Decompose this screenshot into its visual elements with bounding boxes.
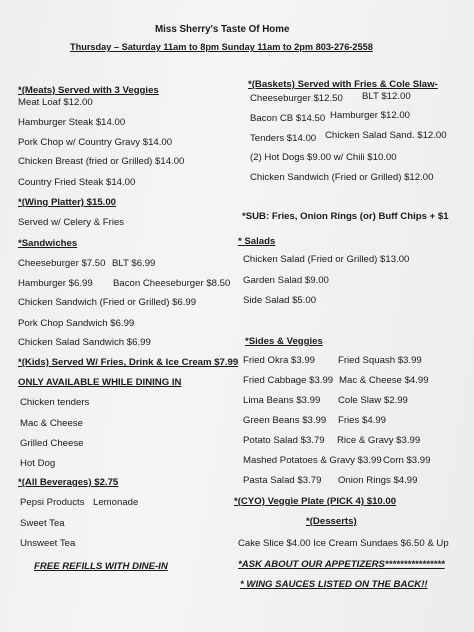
- meats-header: *(Meats) Served with 3 Veggies: [18, 85, 159, 96]
- menu-item: Fried Cabbage $3.99: [243, 375, 334, 386]
- menu-item: Mashed Potatoes & Gravy $3.99: [243, 455, 382, 466]
- appetizers-note: *ASK ABOUT OUR APPETIZERS****************: [238, 559, 445, 570]
- menu-item: Fried Okra $3.99: [243, 355, 315, 366]
- menu-item: (2) Hot Dogs $9.00 w/ Chili $10.00: [250, 152, 397, 163]
- kids-dine-in-note: ONLY AVAILABLE WHILE DINING IN: [18, 377, 182, 388]
- menu-item: Pork Chop Sandwich $6.99: [18, 318, 135, 329]
- menu-item: Chicken Salad (Fried or Grilled) $13.00: [243, 254, 410, 265]
- menu-item: Unsweet Tea: [20, 538, 76, 549]
- menu-item: Pepsi Products: [20, 497, 85, 508]
- menu-item: Chicken Sandwich (Fried or Grilled) $12.00: [250, 172, 434, 183]
- menu-item: Onion Rings $4.99: [338, 475, 418, 486]
- menu-item: Hamburger $12.00: [330, 110, 410, 121]
- menu-item: Bacon CB $14.50: [250, 113, 326, 124]
- menu-item: Sweet Tea: [20, 518, 65, 529]
- menu-item: Cheeseburger $12.50: [250, 93, 343, 104]
- kids-header: *(Kids) Served W/ Fries, Drink & Ice Cream $7.99: [18, 357, 239, 368]
- menu-item: Rice & Gravy $3.99: [337, 435, 421, 446]
- menu-item: Potato Salad $3.79: [243, 435, 325, 446]
- menu-item: Tenders $14.00: [250, 133, 317, 144]
- menu-item: Chicken Breast (fried or Grilled) $14.00: [18, 156, 185, 167]
- menu-item: Hamburger Steak $14.00: [18, 117, 126, 128]
- menu-item: Meat Loaf $12.00: [18, 97, 93, 108]
- menu-item: Mac & Cheese: [20, 418, 83, 429]
- desserts-items: Cake Slice $4.00 Ice Cream Sundaes $6.50 & Up: [238, 538, 449, 549]
- menu-item: Country Fried Steak $14.00: [18, 177, 136, 188]
- menu-item: BLT $12.00: [362, 91, 411, 102]
- menu-item: Grilled Cheese: [20, 438, 84, 449]
- wing-platter-header: *(Wing Platter) $15.00: [18, 197, 117, 208]
- menu-item: Cheeseburger $7.50: [18, 258, 106, 269]
- hours-and-phone: Thursday – Saturday 11am to 8pm Sunday 11am to 2pm 803-276-2558: [70, 42, 373, 52]
- sides-header: *Sides & Veggies: [245, 336, 323, 347]
- restaurant-name: Miss Sherry's Taste Of Home: [155, 24, 290, 35]
- menu-item: Bacon Cheeseburger $8.50: [113, 278, 231, 289]
- desserts-header: *(Desserts): [306, 516, 357, 527]
- menu-item: Fried Squash $3.99: [338, 355, 422, 366]
- beverages-header: *(All Beverages) $2.75: [18, 477, 119, 488]
- menu-item: Chicken Sandwich (Fried or Grilled) $6.99: [18, 297, 197, 308]
- sub-note: *SUB: Fries, Onion Rings (or) Buff Chips + $1: [242, 211, 449, 222]
- menu-item: Mac & Cheese $4.99: [339, 375, 429, 386]
- menu-item: Pork Chop w/ Country Gravy $14.00: [18, 137, 173, 148]
- menu-item: Lima Beans $3.99: [243, 395, 321, 406]
- menu-item: Chicken tenders: [20, 397, 90, 408]
- salads-header: * Salads: [238, 236, 276, 247]
- free-refills-note: FREE REFILLS WITH DINE-IN: [34, 561, 168, 572]
- menu-item: Corn $3.99: [383, 455, 431, 466]
- menu-item: Hamburger $6.99: [18, 278, 93, 289]
- menu-item: Chicken Salad Sandwich $6.99: [18, 337, 151, 348]
- menu-item: BLT $6.99: [112, 258, 156, 269]
- menu-item: Chicken Salad Sand. $12.00: [325, 130, 447, 141]
- cyo-veggie-plate-header: *(CYO) Veggie Plate (PICK 4) $10.00: [234, 496, 397, 507]
- menu-item: Garden Salad $9.00: [243, 275, 329, 286]
- menu-item: Pasta Salad $3.79: [243, 475, 322, 486]
- menu-item: Green Beans $3.99: [243, 415, 327, 426]
- wing-platter-note: Served w/ Celery & Fries: [18, 217, 125, 228]
- menu-item: Side Salad $5.00: [243, 295, 317, 306]
- baskets-header: *(Baskets) Served with Fries & Cole Slaw-: [248, 79, 438, 90]
- menu-item: Cole Slaw $2.99: [338, 395, 408, 406]
- sandwiches-header: *Sandwiches: [18, 238, 78, 249]
- menu-item: Lemonade: [93, 497, 139, 508]
- wing-sauces-note: * WING SAUCES LISTED ON THE BACK!!: [240, 579, 428, 590]
- menu-item: Hot Dog: [20, 458, 56, 469]
- menu-item: Fries $4.99: [338, 415, 386, 426]
